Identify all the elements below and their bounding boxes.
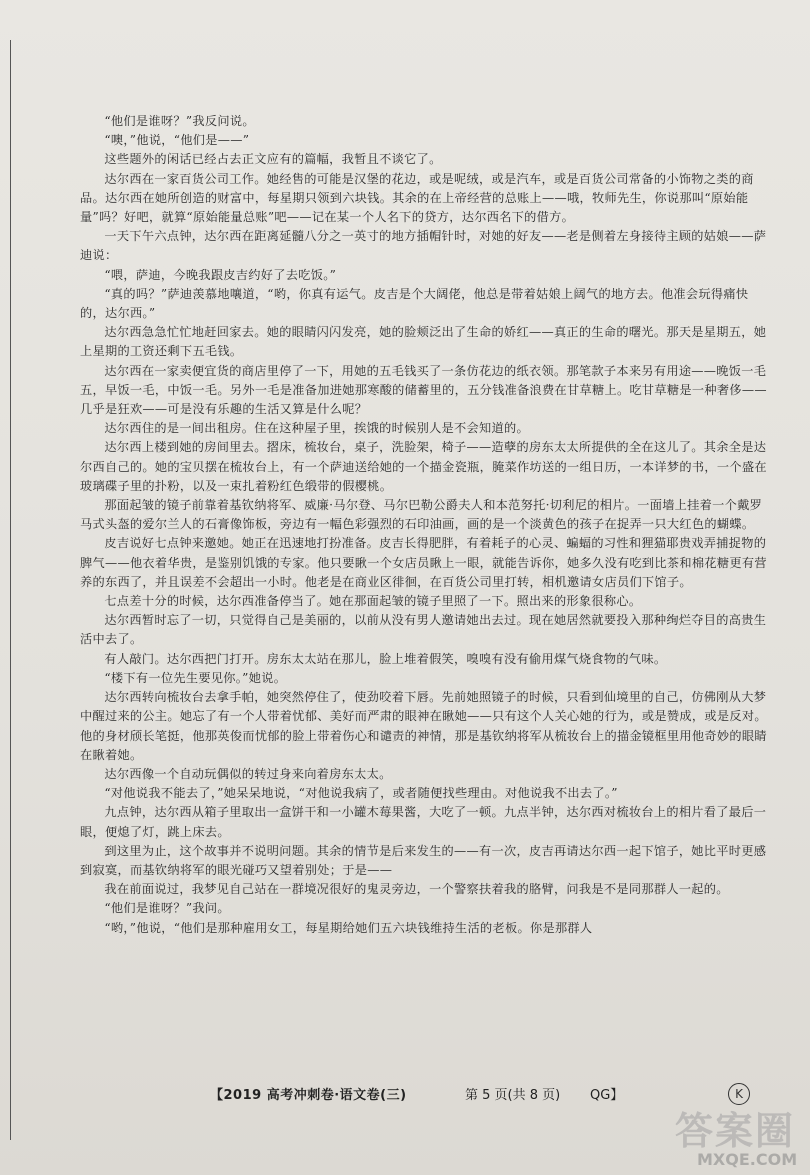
paragraph: 达尔西上楼到她的房间里去。摺床，梳妆台，桌子，洗脸架，椅子——造孽的房东太太所提供的全在这儿了。其余全是达尔西自己的。她的宝贝摆在梳妆台上，有一个萨迪送给她的一个描金瓷瓶，腌菜作坊送的一组日历，一本详梦的书，一个盛在玻璃碟子里的扑粉，以及一束扎着粉红色缎带的假樱桃。 [80,440,767,493]
paragraph: 九点钟，达尔西从箱子里取出一盒饼干和一小罐木莓果酱，大吃了一顿。九点半钟，达尔西对梳妆台上的相片看了最后一眼，便熄了灯，跳上床去。 [80,805,767,839]
paragraph: “他们是谁呀？”我反问说。 [104,114,255,128]
watermark-url: MXQE.COM [697,1150,798,1169]
paragraph: 那面起皱的镜子前靠着基钦纳将军、威廉·马尔登、马尔巴勒公爵夫人和本范努托·切利尼的相片。一面墙上挂着一个戴罗马式头盔的爱尔兰人的石膏像饰板，旁边有一幅色彩强烈的石印油画，画的是一个淡黄色的孩子在捉弄一只大红色的蝴蝶。 [80,498,763,532]
paragraph: “噢，”他说，“他们是——” [104,133,250,148]
paragraph: 达尔西转向梳妆台去拿手帕，她突然停住了，使劲咬着下唇。先前她照镜子的时候，只看到仙境里的自己，仿佛刚从大梦中醒过来的公主。她忘了有一个人带着忧郁、美好而严肃的眼神在瞅她——只有这个人关心她的行为，或是赞成，或是反对。他的身材颀长笔挺，他那英俊而忧郁的脸上带着伤心和谴责的神情，那是基钦纳将军从梳妆台上的描金镜框里用他奇妙的眼睛在瞅着她。 [80,690,767,762]
paragraph: 皮吉说好七点钟来邀她。她正在迅速地打扮准备。皮吉长得肥胖，有着耗子的心灵、蝙蝠的习性和狸猫耶贵戏弄捕捉物的脾气——他衣着华贵，是鉴别饥饿的专家。他只要瞅一个女店员瞅上一眼，就能告诉你，她多久没有吃到比茶和棉花糖更有营养的东西了，并且误差不会超出一小时。他老是在商业区徘徊，在百货公司里打转，相机邀请女店员们下馆子。 [80,536,767,589]
watermark-main: 答案圈 [675,1109,796,1153]
circled-k-badge: K [728,1083,750,1105]
left-margin-rule [10,40,11,1140]
exam-code: QG】 [590,1088,624,1103]
paragraph: 达尔西急急忙忙地赶回家去。她的眼睛闪闪发亮，她的脸颊泛出了生命的娇红——真正的生命的曙光。那天是星期五，她上星期的工资还剩下五毛钱。 [80,325,767,359]
paragraph: “真的吗？”萨迪羡慕地嚷道，“哟，你真有运气。皮吉是个大阔佬，他总是带着姑娘上阔气的地方去。他准会玩得痛快的，达尔西。” [80,286,749,321]
paragraph: 达尔西暂时忘了一切，只觉得自己是美丽的，以前从没有男人邀请她出去过。现在她居然就要投入那种绚烂夺目的高贵生活中去了。 [80,613,767,647]
paragraph: “喂，萨迪，今晚我跟皮吉约好了去吃饭。” [104,267,337,282]
paragraph: “对他说我不能去了，”她呆呆地说，“对他说我病了，或者随便找些理由。对他说我不出去了。” [104,786,618,801]
paragraph: 我在前面说过，我梦见自己站在一群境况很好的鬼灵旁边，一个警察扶着我的胳臂，问我是不是同那群人一起的。 [104,882,729,897]
page-number: 第 5 页(共 8 页) [465,1088,561,1103]
paragraph: “他们是谁呀？”我问。 [104,901,230,916]
paragraph: 有人敲门。达尔西把门打开。房东太太站在那儿，脸上堆着假笑，嗅嗅有没有偷用煤气烧食物的气味。 [104,651,667,666]
paragraph: 到这里为止，这个故事并不说明问题。其余的情节是后来发生的——有一次，皮吉再请达尔西一起下馆子，她比平时更感到寂寞，而基钦纳将军的眼光碰巧又望着别处；于是—— [80,843,767,877]
paragraph: “楼下有一位先生要见你。”她说。 [104,670,287,685]
paragraph: 七点差十分的时候，达尔西准备停当了。她在那面起皱的镜子里照了一下。照出来的形象很称心。 [104,594,642,609]
article-body [80,112,770,938]
paragraph: “哟，”他说，“他们是那种雇用女工，每星期给她们五六块钱维持生活的老板。你是那群人 [104,920,593,935]
exam-title: 【2019 高考冲刺卷·语文卷(三) [210,1088,407,1103]
paragraph: 达尔西在一家卖便宜货的商店里停了一下，用她的五毛钱买了一条仿花边的纸衣领。那笔款子本来另有用途——晚饭一毛五，早饭一毛，中饭一毛。另外一毛是准备加进她那寒酸的储蓄里的，五分钱准备浪费在甘草糖上。吃甘草糖是一种奢侈——几乎是狂欢——可是没有乐趣的生活又算是什么呢？ [80,363,767,417]
paragraph: 一天下午六点钟，达尔西在距离延髓八分之一英寸的地方插帽针时，对她的好友——老是侧着左身接待主顾的姑娘——萨迪说： [80,229,767,263]
paragraph: 这些题外的闲话已经占去正文应有的篇幅，我暂且不谈它了。 [104,152,442,167]
paragraph: 达尔西住的是一间出租房。住在这种屋子里，挨饿的时候别人是不会知道的。 [104,421,529,436]
paragraph: 达尔西在一家百货公司工作。她经售的可能是汉堡的花边，或是呢绒，或是汽车，或是百货公司常备的小饰物之类的商品。达尔西在她所创造的财富中，每星期只领到六块钱。其余的在上帝经营的总账上——哦，牧师先生，你说那叫“原始能量”吗？好吧，就算“原始能量总账”吧——记在某一个人名下的贷方，达尔西名下的借方。 [80,171,754,225]
watermark-logo [675,1100,805,1170]
paragraph: 达尔西像一个自动玩偶似的转过身来向着房东太太。 [104,766,392,781]
